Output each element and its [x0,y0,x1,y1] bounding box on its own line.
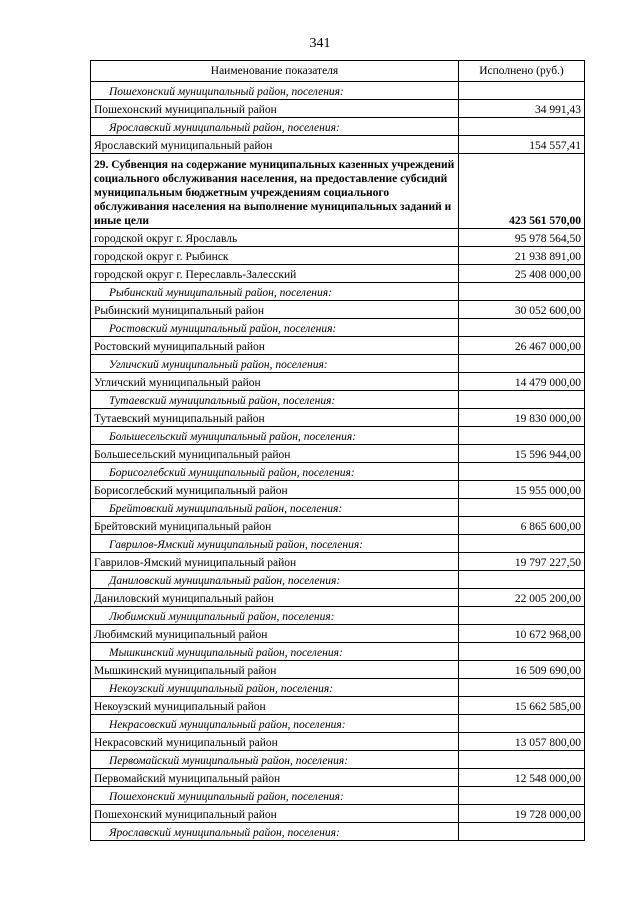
row-value: 34 991,43 [459,100,585,118]
row-value: 14 479 000,00 [459,373,585,391]
row-value: 95 978 564,50 [459,229,585,247]
row-value [459,82,585,100]
row-name: Угличский муниципальный район, поселения: [91,355,459,373]
row-name: Угличский муниципальный район [91,373,459,391]
row-name: Брейтовский муниципальный район, поселения: [91,499,459,517]
table-row [91,481,585,499]
row-value [459,715,585,733]
row-value: 19 797 227,50 [459,553,585,571]
table-row [91,589,585,607]
row-value [459,823,585,841]
row-name: Ярославский муниципальный район, поселения: [91,823,459,841]
row-name: Пошехонский муниципальный район [91,805,459,823]
subheading-row [91,319,585,337]
table-row [91,517,585,535]
table-row [91,661,585,679]
row-value [459,118,585,136]
row-name: Большесельский муниципальный район, поселения: [91,427,459,445]
subheading-row [91,679,585,697]
row-name: Даниловский муниципальный район, поселения: [91,571,459,589]
row-name: Некоузский муниципальный район [91,697,459,715]
row-value: 30 052 600,00 [459,301,585,319]
subheading-row [91,823,585,841]
row-name: Ростовский муниципальный район [91,337,459,355]
subheading-row [91,607,585,625]
row-value: 423 561 570,00 [459,154,585,229]
budget-table [90,60,585,841]
subheading-row [91,463,585,481]
page-number: 341 [309,36,331,51]
subheading-row [91,499,585,517]
row-value [459,499,585,517]
row-name: городской округ г. Переславль-Залесский [91,265,459,283]
table-row [91,265,585,283]
row-value: 15 596 944,00 [459,445,585,463]
table-row [91,625,585,643]
row-value: 21 938 891,00 [459,247,585,265]
table-row [91,247,585,265]
table-row [91,769,585,787]
table-row [91,409,585,427]
column-header-indicator: Наименование показателя [91,61,459,82]
row-value [459,463,585,481]
row-name: Тутаевский муниципальный район [91,409,459,427]
subheading-row [91,118,585,136]
subheading-row [91,82,585,100]
row-name: Ростовский муниципальный район, поселения: [91,319,459,337]
row-value [459,787,585,805]
row-value [459,535,585,553]
column-header-executed: Исполнено (руб.) [459,61,585,82]
row-name: Некоузский муниципальный район, поселения: [91,679,459,697]
row-name: Пошехонский муниципальный район, поселения: [91,82,459,100]
table-row [91,136,585,154]
row-name: Первомайский муниципальный район [91,769,459,787]
row-value [459,643,585,661]
row-name: Ярославский муниципальный район, поселения: [91,118,459,136]
row-value: 12 548 000,00 [459,769,585,787]
row-value: 25 408 000,00 [459,265,585,283]
row-value: 22 005 200,00 [459,589,585,607]
row-value [459,751,585,769]
row-value: 15 662 585,00 [459,697,585,715]
row-name: Некрасовский муниципальный район, поселения: [91,715,459,733]
table-row [91,697,585,715]
subheading-row [91,715,585,733]
row-name: Большесельский муниципальный район [91,445,459,463]
row-name: Борисоглебский муниципальный район, поселения: [91,463,459,481]
row-name: Мышкинский муниципальный район, поселения: [91,643,459,661]
table-row [91,229,585,247]
table-row [91,337,585,355]
row-value [459,427,585,445]
subheading-row [91,391,585,409]
row-name: Пошехонский муниципальный район [91,100,459,118]
row-name: Первомайский муниципальный район, поселения: [91,751,459,769]
row-value: 154 557,41 [459,136,585,154]
table-header-row [91,61,585,82]
row-value: 13 057 800,00 [459,733,585,751]
row-name: Пошехонский муниципальный район, поселения: [91,787,459,805]
row-name: Гаврилов-Ямский муниципальный район, поселения: [91,535,459,553]
subheading-row [91,283,585,301]
subheading-row [91,355,585,373]
row-name: Рыбинский муниципальный район [91,301,459,319]
row-name: Брейтовский муниципальный район [91,517,459,535]
subheading-row [91,427,585,445]
subheading-row [91,643,585,661]
table-row [91,553,585,571]
subheading-row [91,751,585,769]
row-name: 29. Субвенция на содержание муниципальных казенных учреждений социального обслуживания населения, на предоставление субсидий муниципальным бюджетным учреждениям социального обслуживания населения на выполнение муниципальных заданий и иные цели [91,154,459,229]
table-row [91,805,585,823]
row-name: Гаврилов-Ямский муниципальный район [91,553,459,571]
row-name: городской округ г. Рыбинск [91,247,459,265]
section-row [91,154,585,229]
row-value: 15 955 000,00 [459,481,585,499]
row-value [459,283,585,301]
row-value [459,679,585,697]
row-name: Некрасовский муниципальный район [91,733,459,751]
row-name: городской округ г. Ярославль [91,229,459,247]
table-row [91,100,585,118]
row-name: Ярославский муниципальный район [91,136,459,154]
row-name: Рыбинский муниципальный район, поселения: [91,283,459,301]
row-name: Любимский муниципальный район [91,625,459,643]
row-value: 19 830 000,00 [459,409,585,427]
row-value [459,355,585,373]
table-row [91,445,585,463]
subheading-row [91,571,585,589]
row-name: Борисоглебский муниципальный район [91,481,459,499]
table-body [91,82,585,841]
row-value: 16 509 690,00 [459,661,585,679]
subheading-row [91,787,585,805]
row-value [459,319,585,337]
subheading-row [91,535,585,553]
row-name: Даниловский муниципальный район [91,589,459,607]
table-row [91,733,585,751]
table-row [91,373,585,391]
row-value: 26 467 000,00 [459,337,585,355]
row-value: 6 865 600,00 [459,517,585,535]
row-name: Мышкинский муниципальный район [91,661,459,679]
row-value [459,571,585,589]
table-row [91,301,585,319]
row-name: Любимский муниципальный район, поселения: [91,607,459,625]
row-value: 19 728 000,00 [459,805,585,823]
row-name: Тутаевский муниципальный район, поселения: [91,391,459,409]
row-value [459,607,585,625]
row-value: 10 672 968,00 [459,625,585,643]
row-value [459,391,585,409]
